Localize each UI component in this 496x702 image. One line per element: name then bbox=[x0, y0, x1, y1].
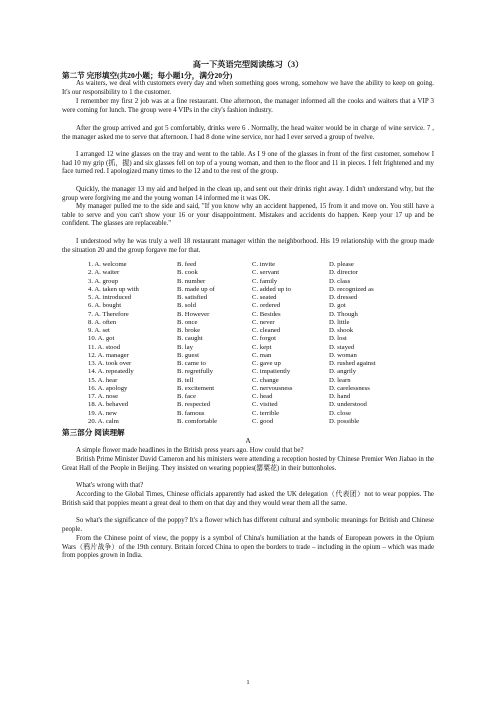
option-c: C. nervousness bbox=[252, 384, 293, 392]
passage-paragraph-4: According to the Global Times, Chinese officials apparently had asked the UK delegation（代表团）not to wear poppies. The British said that poppies meant a great deal to them on that day and they would wear them all the same. bbox=[62, 491, 434, 507]
option-d: D. carelessness bbox=[329, 384, 370, 392]
option-c: C. terrible bbox=[252, 409, 280, 417]
option-c: C. ordered bbox=[252, 302, 281, 310]
option-b: B. made up of bbox=[177, 285, 215, 293]
option-d: D. class bbox=[329, 277, 351, 285]
passage-paragraph-3: What's wrong with that? bbox=[76, 482, 144, 489]
option-row bbox=[88, 393, 429, 401]
option-b: B. comfortable bbox=[177, 417, 218, 425]
section2-header: 第二节 完形填空(共20小题；每小题1分，满分20分) bbox=[62, 71, 233, 80]
option-d: D. stayed bbox=[329, 343, 355, 351]
option-row bbox=[88, 377, 429, 385]
option-a: 16. A. apology bbox=[88, 384, 128, 392]
cloze-paragraph-4: I arranged 12 wine glasses on the tray and went to the table. As I 9 one of the glasses in front of the first customer, somehow I had 10 my grip (抓，握) and six glasses fell on top of a young woman, and then to the floor and 11 in pieces. I felt frightened and my face turned red. I apologized many times to the 12 and to the rest of the group. bbox=[62, 151, 434, 176]
option-row bbox=[88, 352, 429, 360]
option-d: D. angrily bbox=[329, 368, 357, 376]
option-d: D. close bbox=[329, 409, 351, 417]
option-a: 9. A. set bbox=[88, 327, 110, 334]
option-c: C. servant bbox=[252, 269, 280, 277]
option-row bbox=[88, 410, 429, 418]
option-row bbox=[88, 335, 429, 343]
option-a: 20. A. calm bbox=[88, 417, 119, 425]
option-c: C. seated bbox=[252, 294, 277, 301]
option-c: C. added up to bbox=[252, 285, 292, 293]
option-c: C. cleaned bbox=[252, 327, 281, 334]
option-a: 13. A. took over bbox=[88, 360, 132, 367]
option-d: D. Though bbox=[329, 310, 358, 318]
cloze-paragraph-6: My manager pulled me to the side and said, "If you know why an accident happened, 15 from it and move on. You still have a table to serve and you can't show your 16 or your disappointment. Mistakes and accidents do happen. Keep your 17 up and be confident. The glasses are replaceable." bbox=[62, 203, 434, 228]
option-a: 19. A. new bbox=[88, 409, 117, 417]
option-d: D. possible bbox=[329, 417, 360, 425]
cloze-paragraph-5: Quickly, the manager 13 my aid and helped in the clean up, and sent out their drinks right away. I didn't understand why, but the group were forgiving me and the young woman 14 informed me it was OK. bbox=[62, 186, 434, 202]
option-c: C. visited bbox=[252, 401, 278, 409]
option-c: C. family bbox=[252, 277, 278, 285]
option-a: 18. A. behaved bbox=[88, 401, 129, 409]
passage-paragraph-6: From the Chinese point of view, the poppy is a symbol of China's humiliation at the hands of European powers in the Opium Wars（鸦片战争）of the 19th century. Britain forced China to open the borders to trade – including in the opium – which was made from poppies grown in India. bbox=[62, 535, 434, 560]
option-b: B. sold bbox=[177, 302, 196, 310]
option-d: D. learn bbox=[329, 376, 351, 384]
option-row bbox=[88, 368, 429, 376]
option-c: C. kept bbox=[252, 343, 272, 351]
option-d: D. hand bbox=[329, 393, 351, 400]
option-a: 6. A. bought bbox=[88, 302, 122, 310]
option-row bbox=[88, 261, 429, 269]
option-row bbox=[88, 401, 429, 409]
option-b: B. caught bbox=[177, 335, 203, 343]
option-c: C. forgot bbox=[252, 335, 277, 343]
option-row bbox=[88, 418, 429, 426]
passage-paragraph-2: British Prime Minister David Cameron and his ministers were attending a reception hosted by Chinese Premier Wen Jiabao in the Great Hall of the People in Beijing. They insisted on wearing poppies(罂粟花) in their buttonholes. bbox=[62, 456, 434, 472]
option-d: D. got bbox=[329, 302, 346, 310]
option-row bbox=[88, 385, 429, 393]
option-a: 10. A. got bbox=[88, 335, 115, 343]
cloze-paragraph-1: As waiters, we deal with customers every day and when something goes wrong, somehow we have the ability to keep on going. It's our responsibility to 1 the customer. bbox=[62, 80, 434, 96]
option-d: D. understood bbox=[329, 401, 367, 409]
option-row bbox=[88, 311, 429, 319]
section3-header: 第三部分 阅读理解 bbox=[62, 428, 125, 437]
option-b: B. lay bbox=[177, 343, 193, 351]
option-d: D. shook bbox=[329, 327, 354, 334]
option-row bbox=[88, 327, 429, 335]
option-d: D. lost bbox=[329, 335, 347, 343]
option-a: 15. A. hear bbox=[88, 376, 118, 384]
option-b: B. guest bbox=[177, 351, 199, 359]
option-d: D. dressed bbox=[329, 294, 358, 301]
option-row bbox=[88, 286, 429, 294]
option-c: C. invite bbox=[252, 261, 276, 268]
option-d: D. director bbox=[329, 269, 358, 277]
option-b: B. came to bbox=[177, 360, 206, 367]
option-c: C. man bbox=[252, 351, 272, 359]
option-a: 17. A. nose bbox=[88, 393, 119, 400]
option-b: B. excitement bbox=[177, 384, 215, 392]
option-row bbox=[88, 294, 429, 302]
option-d: D. recognized as bbox=[329, 285, 374, 293]
option-a: 7. A. Therefore bbox=[88, 310, 129, 318]
option-b: B. satisfied bbox=[177, 294, 208, 301]
option-c: C. head bbox=[252, 393, 273, 400]
option-b: B. number bbox=[177, 277, 206, 285]
option-b: B. regretfully bbox=[177, 368, 214, 376]
option-a: 4. A. taken up with bbox=[88, 285, 139, 293]
option-c: C. good bbox=[252, 417, 274, 425]
option-a: 11. A. stood bbox=[88, 343, 121, 351]
option-a: 14. A. repeatedly bbox=[88, 368, 134, 376]
passage-paragraph-5: So what's the significance of the poppy? It's a flower which has different cultural and symbolic meanings for British and Chinese people. bbox=[62, 517, 434, 533]
option-d: D. little bbox=[329, 318, 350, 326]
option-d: D. please bbox=[329, 261, 354, 268]
option-b: B. famous bbox=[177, 409, 205, 417]
option-row bbox=[88, 360, 429, 368]
option-row bbox=[88, 278, 429, 286]
option-c: C. impatiently bbox=[252, 368, 291, 376]
passage-label: A bbox=[245, 436, 251, 445]
option-b: B. face bbox=[177, 393, 196, 400]
option-b: B. respected bbox=[177, 401, 211, 409]
option-b: B. feed bbox=[177, 261, 197, 268]
option-d: D. woman bbox=[329, 351, 357, 359]
option-b: B. cook bbox=[177, 269, 198, 277]
option-c: C. Besides bbox=[252, 310, 281, 318]
option-d: D. rushed against bbox=[329, 360, 376, 367]
option-b: B. once bbox=[177, 318, 198, 326]
page-number: 1 bbox=[246, 679, 250, 686]
option-c: C. gave up bbox=[252, 360, 281, 367]
option-a: 5. A. introduced bbox=[88, 294, 132, 301]
option-c: C. never bbox=[252, 318, 275, 326]
option-b: B. tell bbox=[177, 376, 194, 384]
options-table bbox=[88, 261, 429, 426]
passage-paragraph-1: A simple flower made headlines in the British press years ago. How could that be? bbox=[76, 447, 304, 454]
option-a: 2. A. waiter bbox=[88, 269, 120, 277]
option-b: B. broke bbox=[177, 327, 201, 334]
option-row bbox=[88, 269, 429, 277]
option-row bbox=[88, 319, 429, 327]
cloze-paragraph-7: I understood why he was truly a well 18 restaurant manager within the neighborhood. His 19 relationship with the group made the situation 20 and the group forgave me for that. bbox=[62, 238, 434, 254]
option-a: 3. A. group bbox=[88, 277, 119, 285]
option-a: 1. A. welcome bbox=[88, 261, 127, 268]
document-title: 高一下英语完型阅读练习（3） bbox=[192, 60, 304, 69]
option-row bbox=[88, 302, 429, 310]
option-a: 8. A. often bbox=[88, 318, 117, 326]
option-row bbox=[88, 344, 429, 352]
option-a: 12. A. manager bbox=[88, 351, 129, 359]
cloze-paragraph-3: After the group arrived and got 5 comfortably, drinks were 6 . Normally, the head waiter would be in charge of wine service. 7 , the manager asked me to serve that afternoon. I had 8 done wine service, nor had I ever served a group of twelve. bbox=[62, 125, 434, 141]
option-c: C. change bbox=[252, 376, 279, 384]
cloze-paragraph-2: I remember my first 2 job was at a fine restaurant. One afternoon, the manager informed all the cooks and waiters that a VIP 3 were coming for lunch. The group were 4 VIPs in the city's fashion industry. bbox=[62, 98, 434, 114]
option-b: B. However bbox=[177, 310, 210, 318]
